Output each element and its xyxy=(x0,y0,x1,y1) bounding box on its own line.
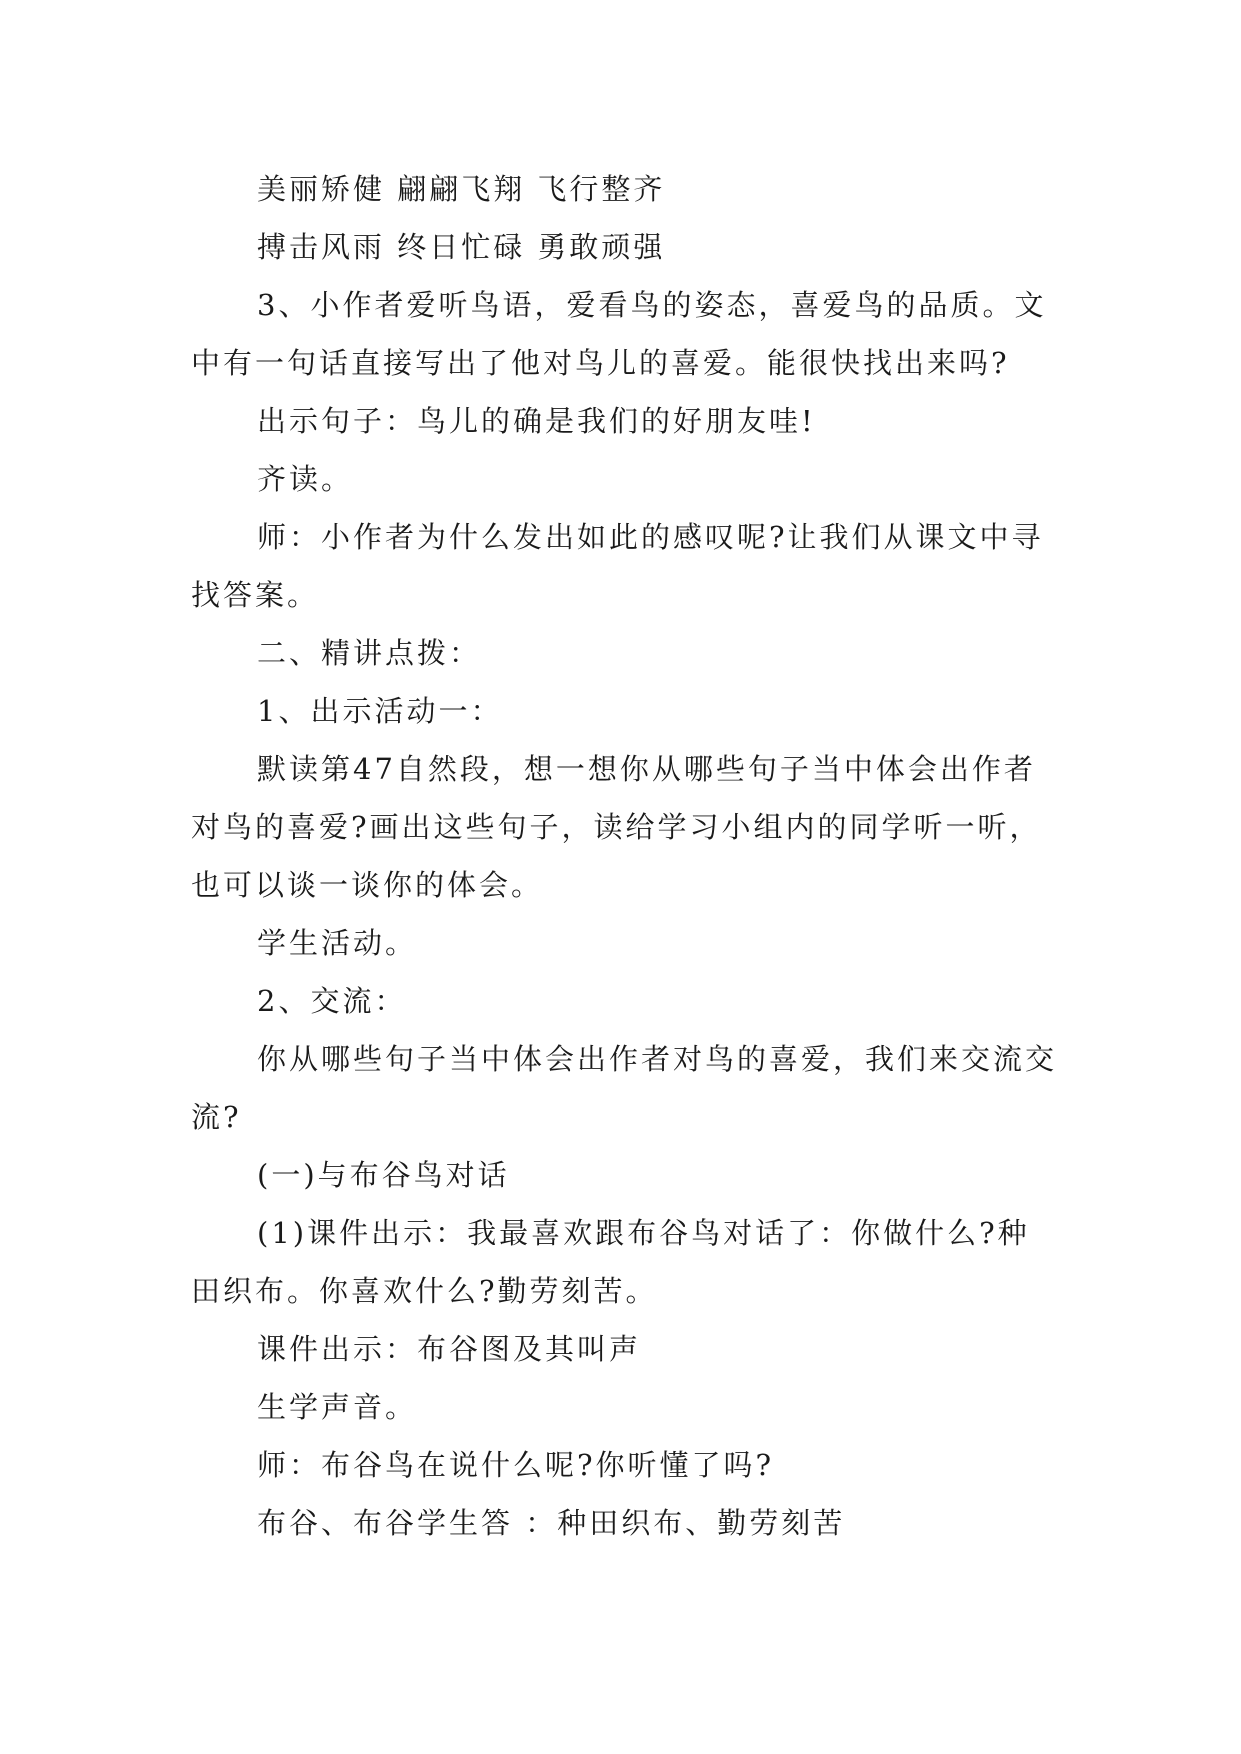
paragraph-student-activity: 学生活动。 xyxy=(257,926,418,960)
subheading-cuckoo-dialogue: (一)与布谷鸟对话 xyxy=(257,1158,510,1192)
paragraph-activity-1: 1、出示活动一： xyxy=(257,694,503,728)
paragraph-silent-reading: 默读第47自然段，想一想你从哪些句子当中体会出作者对鸟的喜爱?画出这些句子，读给学习小组内的同学听一听，也可以谈一谈你的体会。 xyxy=(191,752,1042,902)
paragraph-courseware-2: 课件出示：布谷图及其叫声 xyxy=(257,1332,642,1366)
paragraph-word-list-1: 美丽矫健 翩翩飞翔 飞行整齐 xyxy=(257,172,666,206)
paragraph-question-3: 3、小作者爱听鸟语，爱看鸟的姿态，喜爱鸟的品质。文中有一句话直接写出了他对鸟儿的喜爱。能很快找出来吗? xyxy=(191,288,1047,380)
paragraph-show-sentence: 出示句子：鸟儿的确是我们的好朋友哇! xyxy=(257,404,816,438)
paragraph-courseware-1: (1)课件出示：我最喜欢跟布谷鸟对话了：你做什么?种田织布。你喜欢什么?勤劳刻苦。 xyxy=(191,1216,1030,1308)
paragraph-word-list-2: 搏击风雨 终日忙碌 勇敢顽强 xyxy=(257,230,666,264)
paragraph-student-answer: 布谷、布谷学生答 ：种田织布、勤劳刻苦 xyxy=(257,1506,846,1540)
paragraph-exchange-question: 你从哪些句子当中体会出作者对鸟的喜爱，我们来交流交流? xyxy=(191,1042,1058,1134)
paragraph-exchange: 2、交流： xyxy=(257,984,407,1018)
paragraph-teacher-ask: 师：布谷鸟在说什么呢?你听懂了吗? xyxy=(257,1448,775,1482)
paragraph-student-sounds: 生学声音。 xyxy=(257,1390,418,1424)
paragraph-read-together: 齐读。 xyxy=(257,462,354,496)
paragraph-teacher-question: 师：小作者为什么发出如此的感叹呢?让我们从课文中寻找答案。 xyxy=(191,520,1044,612)
section-heading-2: 二、精讲点拨： xyxy=(257,636,482,670)
document-body xyxy=(191,160,1061,1552)
